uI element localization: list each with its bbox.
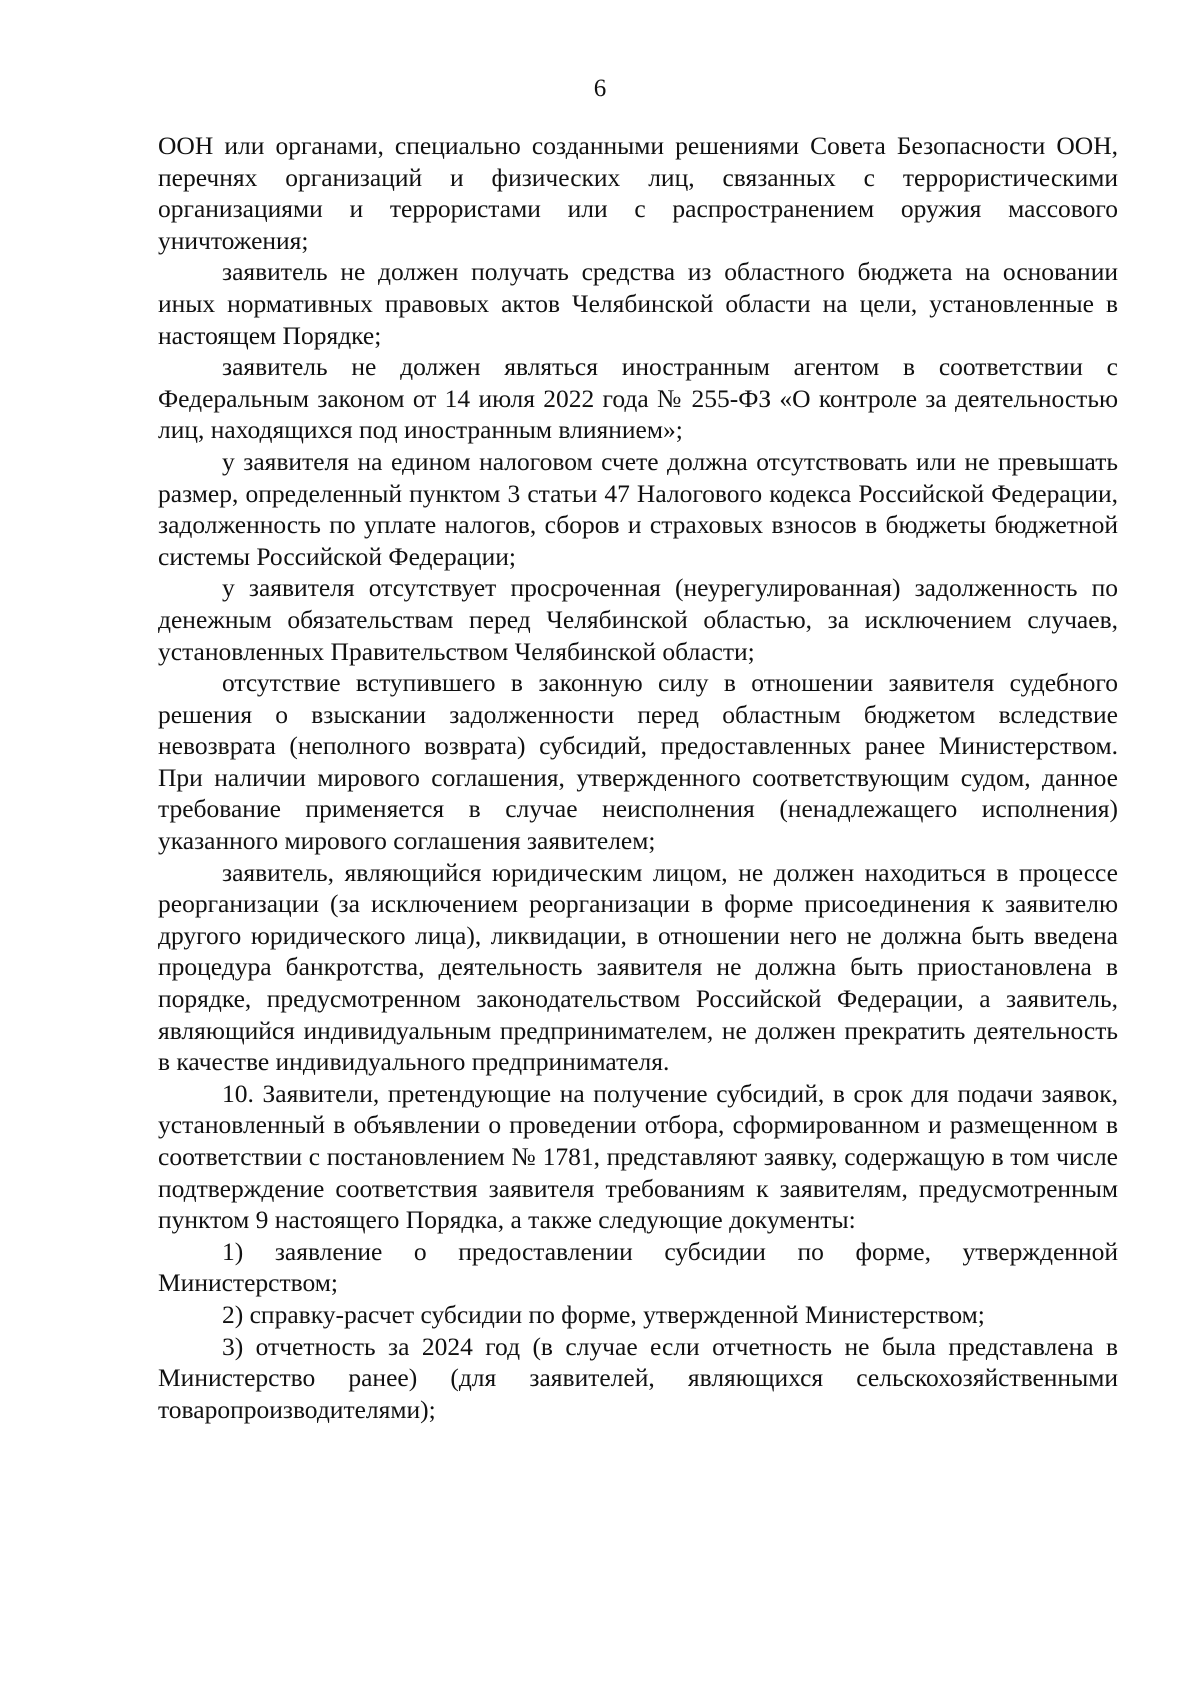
paragraph-item-10: 10. Заявители, претендующие на получение субсидий, в срок для подачи заявок, установленный в объявлении о проведении отбора, сформированном и размещенном в соответствии с постановлением № 1781, представляют заявку, содержащую в том числе подтверждение соответствия заявителя требованиям к заявителям, предусмотренным пунктом 9 настоящего Порядка, а также следующие документы: <box>158 1078 1118 1235</box>
list-item-3: 3) отчетность за 2024 год (в случае если отчетность не была представлена в Министерство ранее) (для заявителей, являющихся сельскохозяйственными товаропроизводителями); <box>158 1331 1118 1424</box>
paragraph: отсутствие вступившего в законную силу в отношении заявителя судебного решения о взыскании задолженности перед областным бюджетом вследствие невозврата (неполного возврата) субсидий, предоставленных ранее Министерством. При наличии мирового соглашения, утвержденного соответствующим судом, данное требование применяется в случае неисполнения (ненадлежащего исполнения) указанного мирового соглашения заявителем; <box>158 668 1118 856</box>
paragraph: заявитель не должен являться иностранным агентом в соответствии с Федеральным законом от 14 июля 2022 года № 255-ФЗ «О контроле за деятельностью лиц, находящихся под иностранным влиянием»; <box>158 352 1118 445</box>
paragraph: у заявителя на едином налоговом счете должна отсутствовать или не превышать размер, определенный пунктом 3 статьи 47 Налогового кодекса Российской Федерации, задолженность по уплате налогов, сборов и страховых взносов в бюджеты бюджетной системы Российской Федерации; <box>158 446 1118 571</box>
document-body <box>158 130 1118 1425</box>
paragraph: у заявителя отсутствует просроченная (неурегулированная) задолженность по денежным обязательствам перед Челябинской областью, за исключением случаев, установленных Правительством Челябинской области; <box>158 573 1118 666</box>
list-item-1: 1) заявление о предоставлении субсидии по форме, утвержденной Министерством; <box>158 1236 1118 1298</box>
paragraph: заявитель не должен получать средства из областного бюджета на основании иных нормативных правовых актов Челябинской области на цели, установленные в настоящем Порядке; <box>158 257 1118 350</box>
list-item-2: 2) справку-расчет субсидии по форме, утвержденной Министерством; <box>222 1299 985 1329</box>
paragraph: ООН или органами, специально созданными решениями Совета Безопасности ООН, перечнях организаций и физических лиц, связанных с террористическими организациями и террористами или с распространением оружия массового уничтожения; <box>158 131 1118 255</box>
page-number: 6 <box>593 75 607 102</box>
paragraph: заявитель, являющийся юридическим лицом, не должен находиться в процессе реорганизации (за исключением реорганизации в форме присоединения к заявителю другого юридического лица), ликвидации, в отношении него не должна быть введена процедура банкротства, деятельность заявителя не должна быть приостановлена в порядке, предусмотренном законодательством Российской Федерации, а заявитель, являющийся индивидуальным предпринимателем, не должен прекратить деятельность в качестве индивидуального предпринимателя. <box>158 857 1118 1077</box>
